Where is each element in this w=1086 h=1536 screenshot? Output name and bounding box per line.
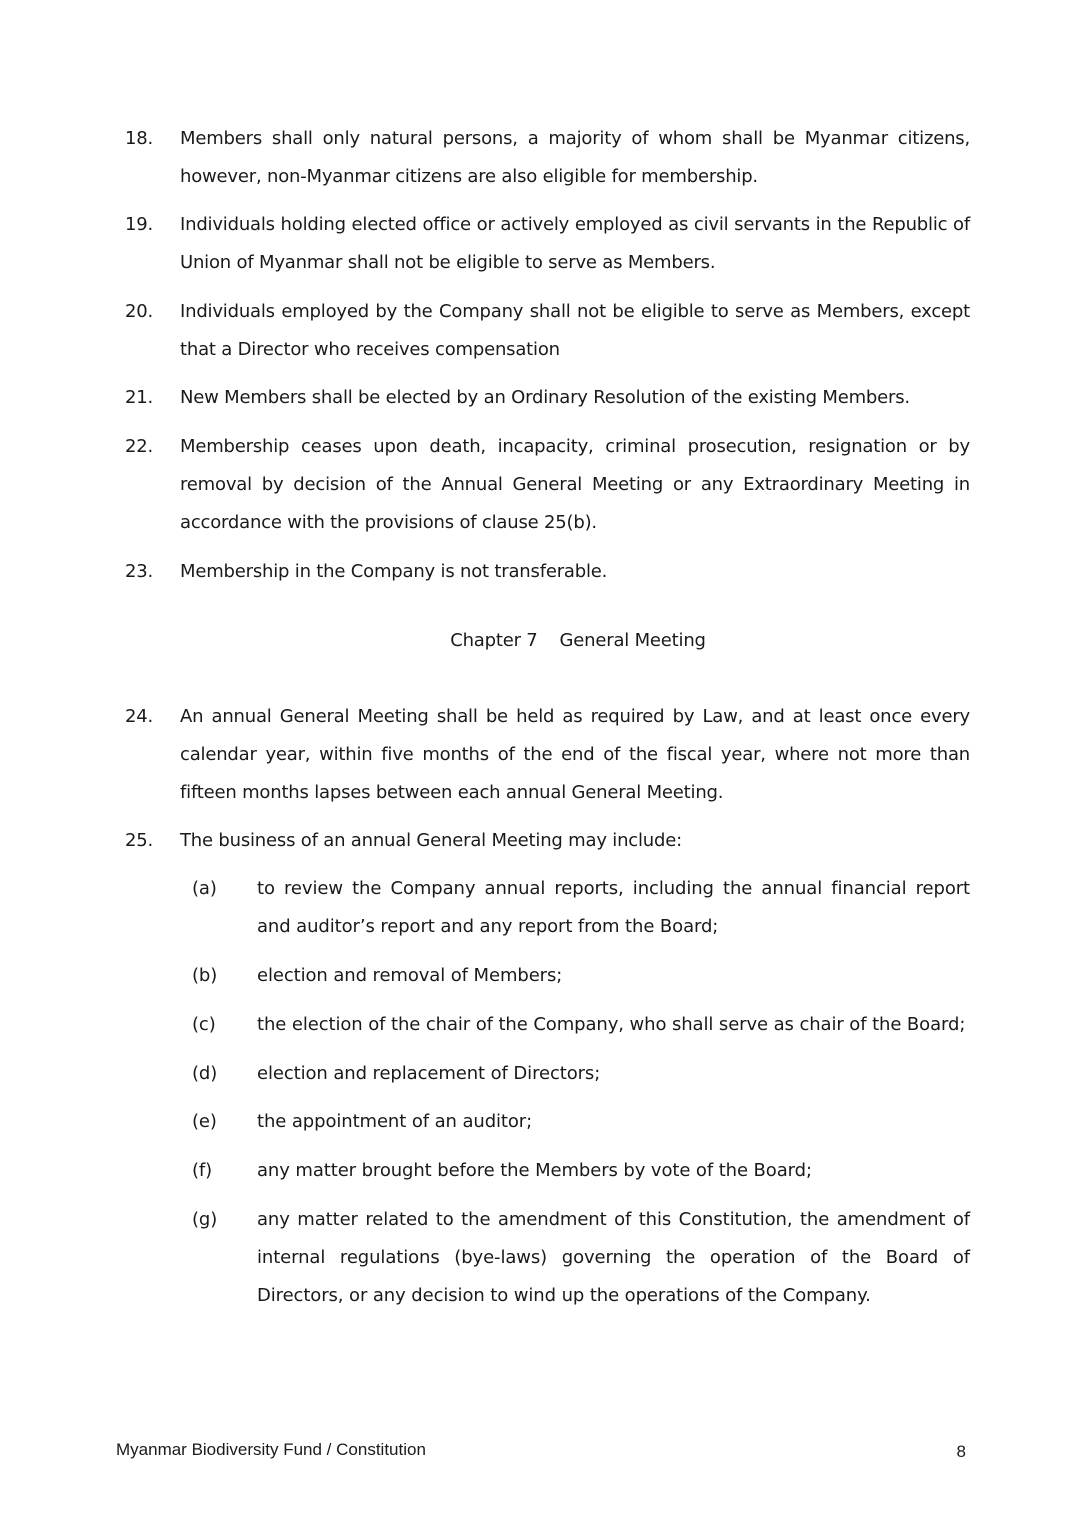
subclause-letter: (a) bbox=[192, 878, 217, 899]
subclause-g bbox=[192, 1201, 970, 1315]
clause-19 bbox=[125, 206, 970, 282]
clause-25 bbox=[125, 822, 970, 860]
clause-text: Membership ceases upon death, incapacity, criminal prosecution, resignation or by removal by decision of the Annual General Meeting or any Extraordinary Meeting in accordance with the provisions of clause 25(b). bbox=[180, 436, 970, 533]
subclause-letter: (e) bbox=[192, 1111, 217, 1132]
subclause-text: any matter related to the amendment of this Constitution, the amendment of internal regulations (bye-laws) governing the operation of the Board of Directors, or any decision to wind up the operations of the Company. bbox=[257, 1209, 970, 1306]
clause-21 bbox=[125, 379, 970, 417]
subclause-text: the appointment of an auditor; bbox=[257, 1111, 533, 1132]
footer-title: Myanmar Biodiversity Fund / Constitution bbox=[116, 1440, 426, 1459]
clause-number: 20. bbox=[125, 301, 154, 322]
clause-23 bbox=[125, 553, 970, 591]
subclause-letter: (f) bbox=[192, 1160, 213, 1181]
clause-text: Individuals holding elected office or actively employed as civil servants in the Republic of Union of Myanmar shall not be eligible to serve as Members. bbox=[180, 214, 970, 273]
subclause-text: election and removal of Members; bbox=[257, 965, 563, 986]
subclause-c bbox=[192, 1006, 970, 1044]
subclause-a bbox=[192, 870, 970, 946]
subclause-letter: (d) bbox=[192, 1063, 218, 1084]
subclause-text: any matter brought before the Members by vote of the Board; bbox=[257, 1160, 812, 1181]
clause-number: 25. bbox=[125, 830, 154, 851]
clause-text: New Members shall be elected by an Ordinary Resolution of the existing Members. bbox=[180, 387, 910, 408]
page-number: 8 bbox=[956, 1442, 966, 1461]
clause-number: 21. bbox=[125, 387, 154, 408]
clause-number: 24. bbox=[125, 706, 154, 727]
clause-number: 19. bbox=[125, 214, 154, 235]
subclause-e bbox=[192, 1103, 970, 1141]
clause-number: 23. bbox=[125, 561, 154, 582]
clause-18 bbox=[125, 120, 970, 196]
subclause-f bbox=[192, 1152, 970, 1190]
clause-text: An annual General Meeting shall be held as required by Law, and at least once every calendar year, within five months of the end of the fiscal year, where not more than fifteen months lapses between each annual General Meeting. bbox=[180, 706, 970, 803]
chapter-heading bbox=[0, 626, 1086, 656]
clause-text: The business of an annual General Meeting may include: bbox=[180, 830, 682, 851]
chapter-number: Chapter 7 bbox=[450, 630, 538, 651]
subclause-d bbox=[192, 1055, 970, 1093]
clause-text: Members shall only natural persons, a majority of whom shall be Myanmar citizens, however, non-Myanmar citizens are also eligible for membership. bbox=[180, 128, 970, 187]
subclause-letter: (b) bbox=[192, 965, 218, 986]
clause-20 bbox=[125, 293, 970, 369]
subclause-letter: (c) bbox=[192, 1014, 216, 1035]
subclause-text: to review the Company annual reports, including the annual financial report and auditor’s report and any report from the Board; bbox=[257, 878, 970, 937]
clause-22 bbox=[125, 428, 970, 542]
chapter-title: General Meeting bbox=[559, 630, 706, 651]
clause-number: 22. bbox=[125, 436, 154, 457]
subclause-letter: (g) bbox=[192, 1209, 218, 1230]
subclause-text: election and replacement of Directors; bbox=[257, 1063, 601, 1084]
clause-number: 18. bbox=[125, 128, 154, 149]
clause-text: Membership in the Company is not transferable. bbox=[180, 561, 608, 582]
clause-24 bbox=[125, 698, 970, 812]
subclause-text: the election of the chair of the Company, who shall serve as chair of the Board; bbox=[257, 1014, 966, 1035]
subclause-b bbox=[192, 957, 970, 995]
clause-text: Individuals employed by the Company shall not be eligible to serve as Members, except that a Director who receives compensation bbox=[180, 301, 970, 360]
